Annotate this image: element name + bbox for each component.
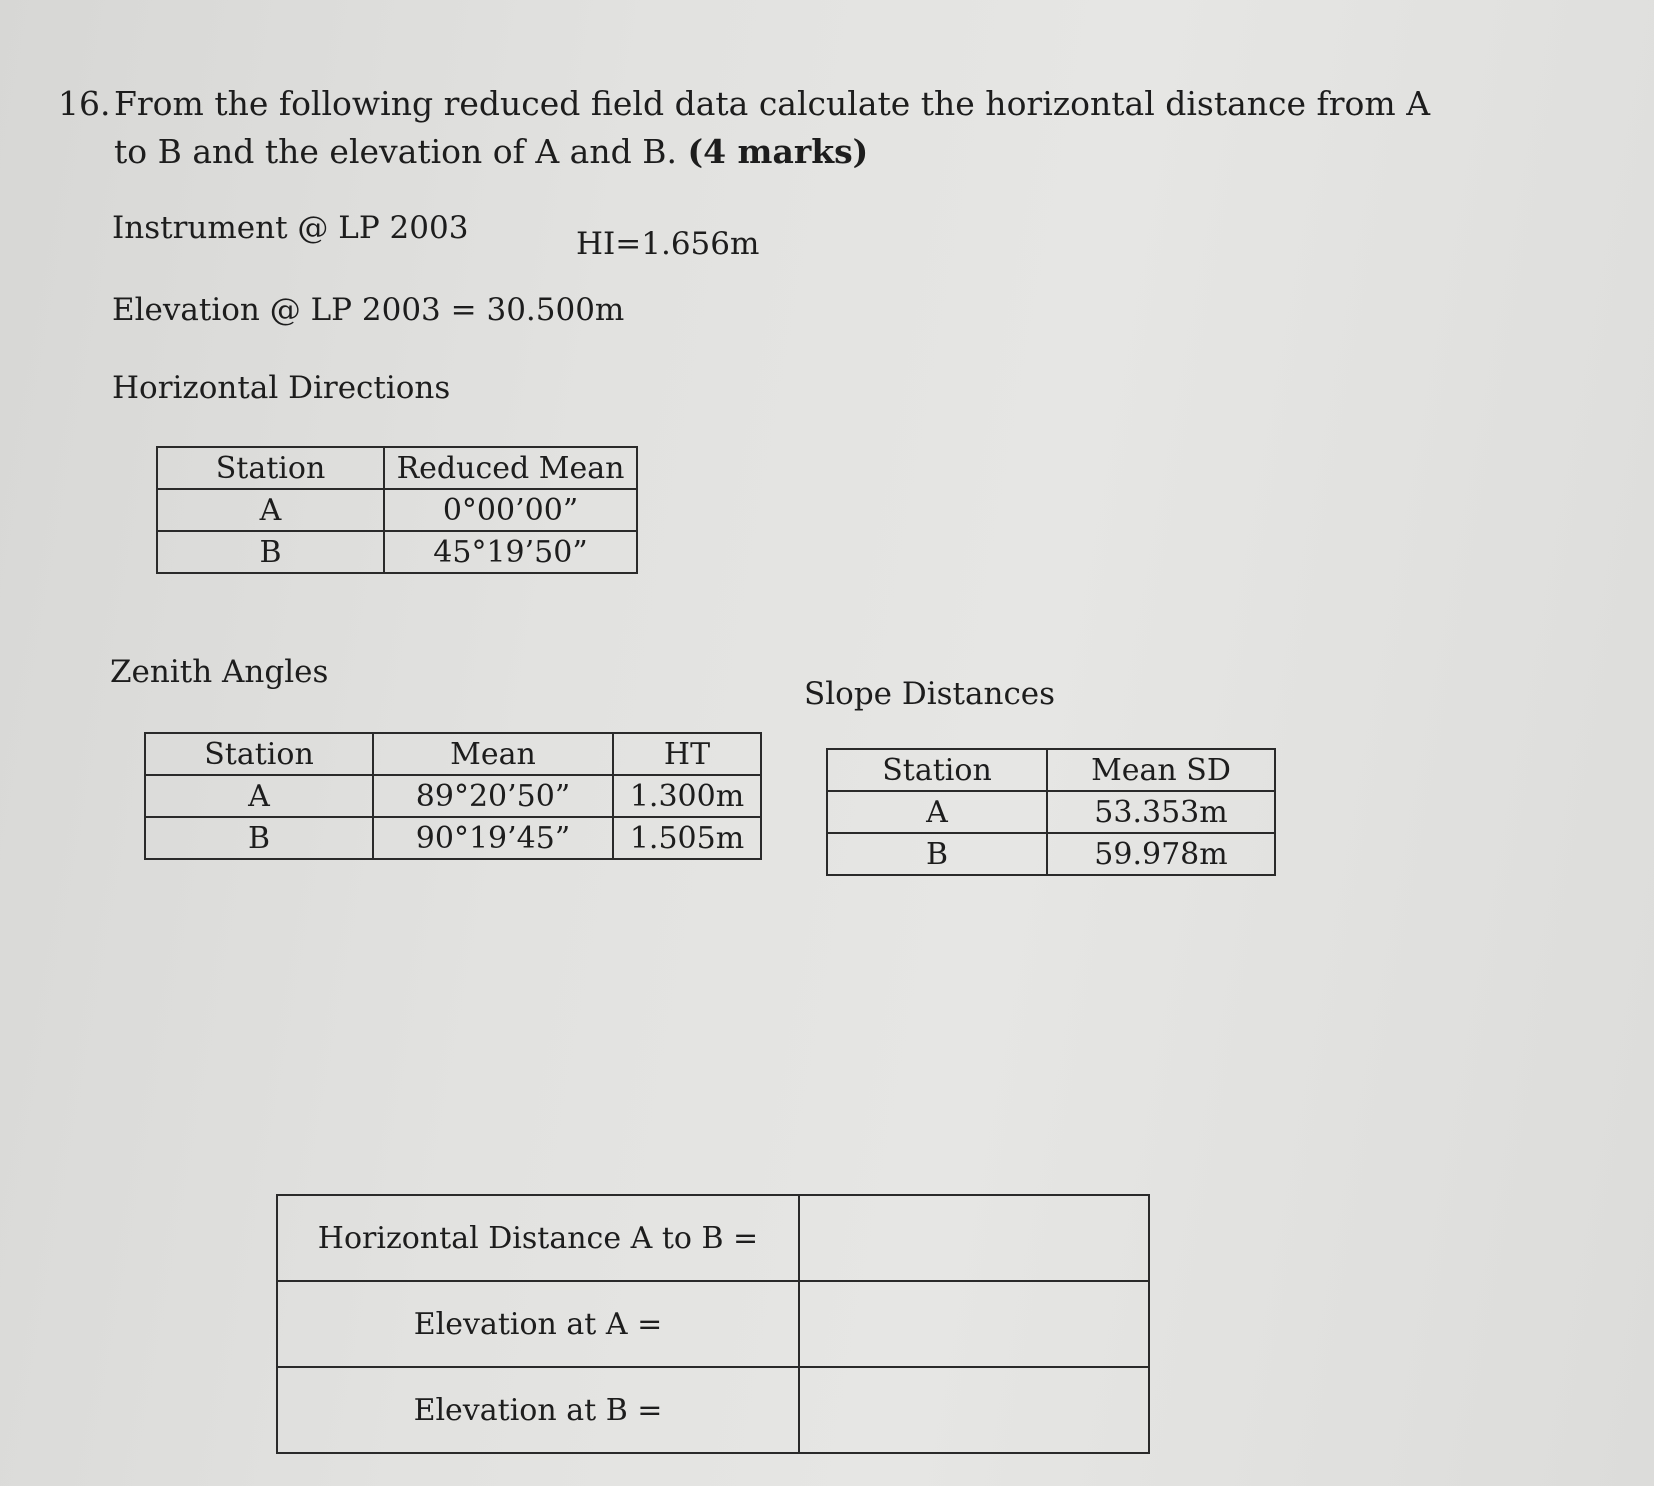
table-cell: A <box>157 489 384 531</box>
question-text: From the following reduced field data calculate the horizontal distance from A to B and the elevation of A and B. <box>114 84 1431 171</box>
answer-field[interactable] <box>799 1281 1149 1367</box>
table-cell: 0°00’00” <box>384 489 637 531</box>
slope-distances-heading: Slope Distances <box>804 676 1056 712</box>
instrument-height: HI=1.656m <box>576 226 760 262</box>
table-row <box>145 817 761 859</box>
instrument-station: Instrument @ LP 2003 <box>112 210 469 246</box>
slope-distances-table <box>826 748 1276 876</box>
column-header: Mean <box>373 733 613 775</box>
answer-row <box>277 1281 1149 1367</box>
answer-label: Horizontal Distance A to B = <box>277 1195 799 1281</box>
answer-label: Elevation at A = <box>277 1281 799 1367</box>
table-cell: 45°19’50” <box>384 531 637 573</box>
column-header: Station <box>827 749 1047 791</box>
column-header: HT <box>613 733 761 775</box>
table-row <box>157 489 637 531</box>
table-cell: A <box>827 791 1047 833</box>
table-row <box>157 531 637 573</box>
table-header-row <box>827 749 1275 791</box>
column-header: Mean SD <box>1047 749 1275 791</box>
question-number: 16. <box>58 84 111 123</box>
question-marks: (4 marks) <box>687 132 869 171</box>
question-text-block <box>114 80 1454 176</box>
zenith-angles-heading: Zenith Angles <box>110 654 329 690</box>
answer-row <box>277 1367 1149 1453</box>
table-row <box>827 791 1275 833</box>
table-cell: B <box>827 833 1047 875</box>
table-cell: 1.300m <box>613 775 761 817</box>
table-cell: 1.505m <box>613 817 761 859</box>
answer-label: Elevation at B = <box>277 1367 799 1453</box>
column-header: Station <box>145 733 373 775</box>
table-cell: B <box>145 817 373 859</box>
answer-table <box>276 1194 1150 1454</box>
table-header-row <box>157 447 637 489</box>
column-header: Station <box>157 447 384 489</box>
table-row <box>827 833 1275 875</box>
table-cell: A <box>145 775 373 817</box>
table-cell: B <box>157 531 384 573</box>
table-row <box>145 775 761 817</box>
column-header: Reduced Mean <box>384 447 637 489</box>
table-cell: 59.978m <box>1047 833 1275 875</box>
answer-row <box>277 1195 1149 1281</box>
zenith-angles-table <box>144 732 762 860</box>
table-cell: 53.353m <box>1047 791 1275 833</box>
instrument-elevation: Elevation @ LP 2003 = 30.500m <box>112 292 625 328</box>
answer-field[interactable] <box>799 1195 1149 1281</box>
answer-field[interactable] <box>799 1367 1149 1453</box>
table-header-row <box>145 733 761 775</box>
table-cell: 90°19’45” <box>373 817 613 859</box>
horizontal-directions-table <box>156 446 638 574</box>
horizontal-directions-heading: Horizontal Directions <box>112 370 451 406</box>
table-cell: 89°20’50” <box>373 775 613 817</box>
